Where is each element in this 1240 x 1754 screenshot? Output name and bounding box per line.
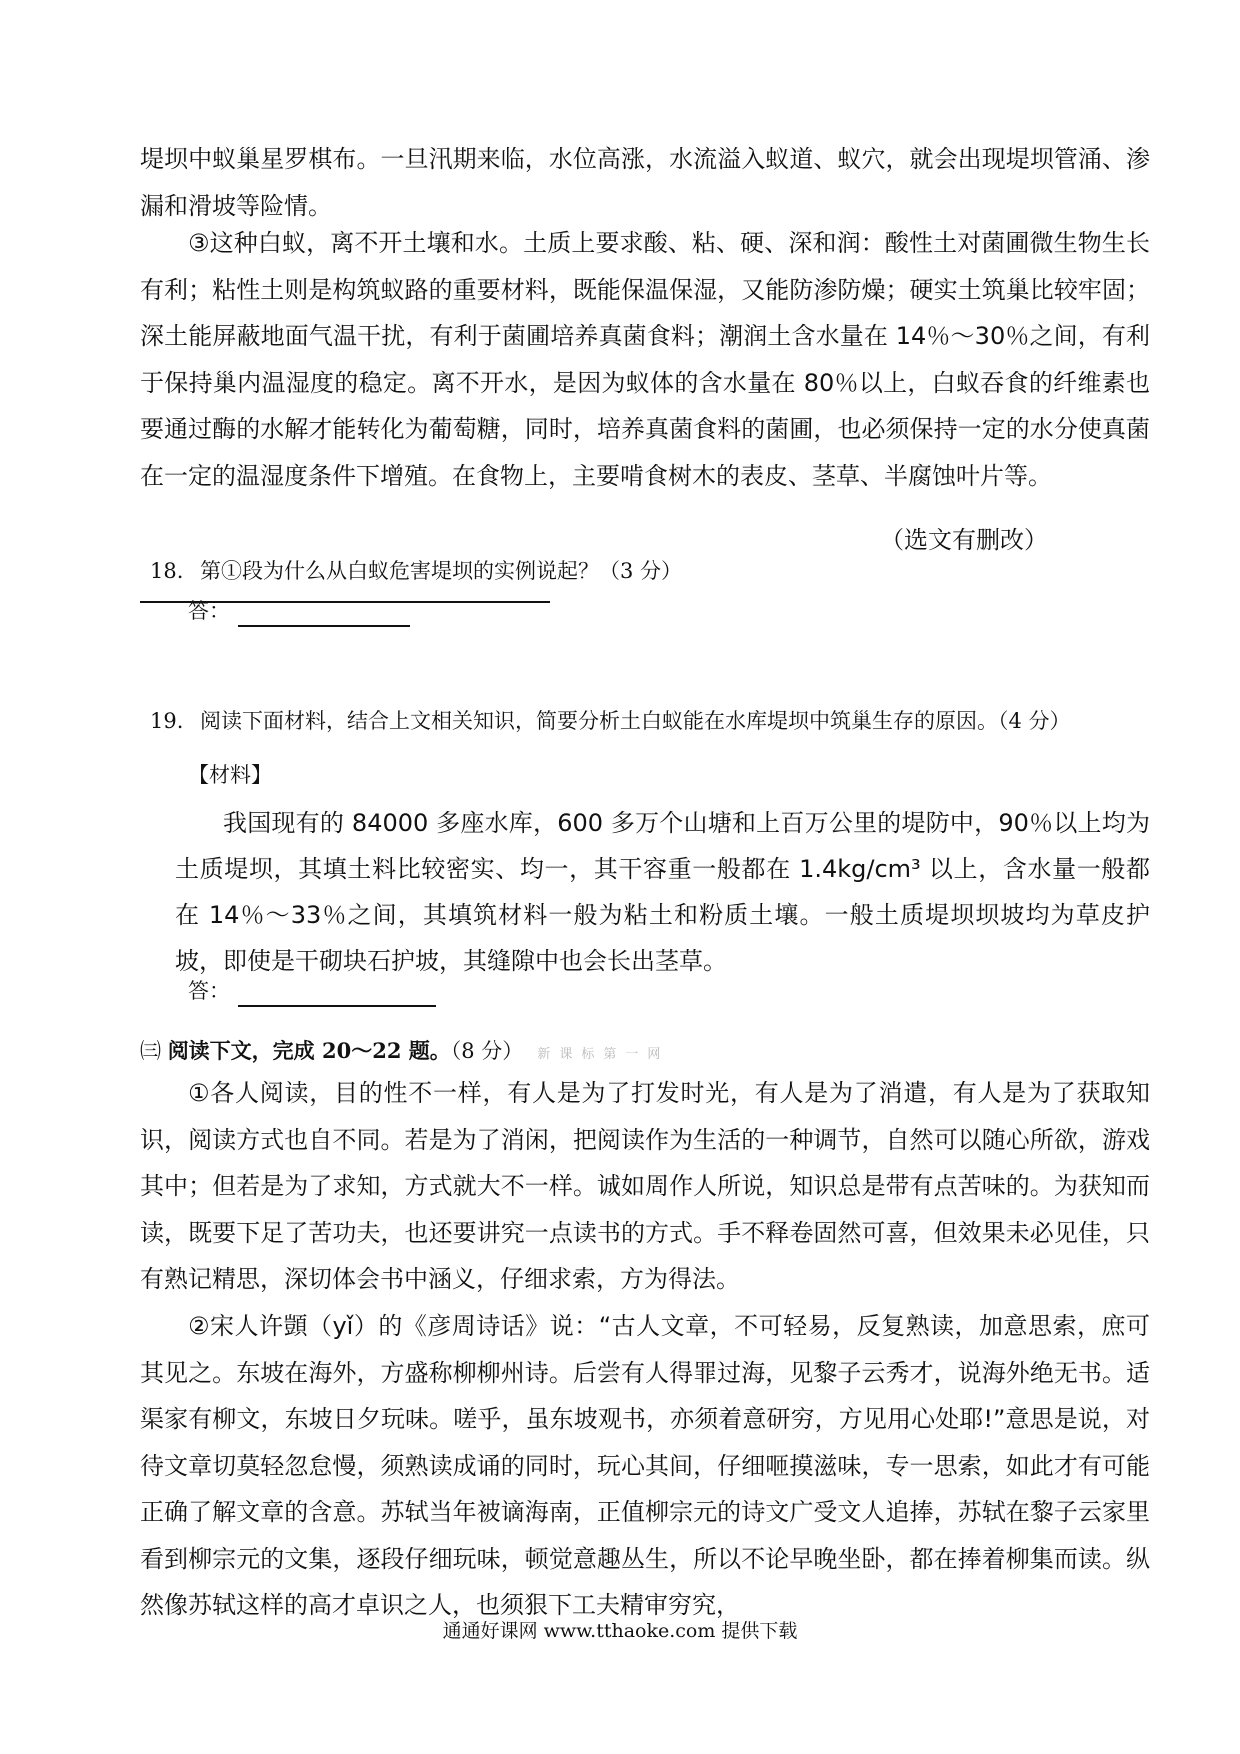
article-paragraph-1: ①各人阅读，目的性不一样，有人是为了打发时光，有人是为了消遣，有人是为了获取知识，阅读方式也自不同。若是为了消闲，把阅读作为生活的一种调节，自然可以随心所欲，游戏其中；但若是为了求知，方式就大不一样。诚如周作人所说，知识总是带有点苦味的。为获知而读，既要下足了苦功夫，也还要讲究一点读书的方式。手不释卷固然可喜，但效果未必见佳，只有熟记精思，深切体会书中涵义，仔细求索，方为得法。 [140, 1079, 1150, 1293]
answer-blank-19[interactable] [238, 979, 436, 1007]
article-paragraph-2: ②宋人许顗（yǐ）的《彦周诗话》说：“古人文章，不可轻易，反复熟读，加意思索，庶可其见之。东坡在海外，方盛称柳柳州诗。后尝有人得罪过海，见黎子云秀才，说海外绝无书。适渠家有柳文，东坡日夕玩味。嗟乎，虽东坡观书，亦须着意研穷，方见用心处耶!”意思是说，对待文章切莫轻忽怠慢，须熟读成诵的同时，玩心其间，仔细咂摸滋味，专一思索，如此才有可能正确了解文章的含意。苏轼当年被谪海南，正值柳宗元的诗文广受文人追捧，苏轼在黎子云家里看到柳宗元的文集，逐段仔细玩味，顿觉意趣丛生，所以不论早晚坐卧，都在捧着柳集而读。纵然像苏轼这样的高才卓识之人，也须狠下工夫精审穷究， [140, 1312, 1150, 1619]
section-score: （8 分） [450, 1039, 524, 1063]
section-heading-text: 阅读下文，完成 20～22 题。 [167, 1038, 451, 1063]
passage-paragraph-2-end: 堤坝中蚁巢星罗棋布。一旦汛期来临，水位高涨，水流溢入蚁道、蚁穴，就会出现堤坝管涌、渗漏和滑坡等险情。 [140, 145, 1150, 220]
question-19-number: 19. [150, 709, 184, 733]
question-19-answer [188, 975, 436, 1007]
answer-label: 答： [188, 599, 230, 623]
question-18-text: 第①段为什么从白蚁危害堤坝的实例说起？（3 分） [200, 559, 683, 583]
question-19 [150, 705, 1071, 737]
answer-blank-18[interactable] [238, 599, 410, 627]
question-18-number: 18. [150, 559, 184, 583]
question-18 [150, 555, 682, 587]
section-marker: ㈢ [140, 1039, 161, 1063]
material-text: 我国现有的 84000 多座水库，600 多万个山塘和上百万公里的堤防中，90％以上均为土质堤坝，其填土料比较密实、均一，其干容重一般都在 1.4kg/cm³ 以上，含水量一般都在 14％～33％之间，其填筑材料一般为粘土和粉质土壤。一般土质堤坝坝坡均为草皮护坡，即使是干砌块石护坡，其缝隙中也会长出茎草。 [175, 809, 1150, 975]
question-18-answer [188, 595, 410, 627]
watermark-text: 新课标第一网 [537, 1047, 670, 1062]
material-label: 【材料】 [188, 763, 272, 787]
section-3-heading [140, 1034, 669, 1072]
footer-text: 通通好课网 www.tthaoke.com 提供下载 [442, 1620, 798, 1642]
question-19-text: 阅读下面材料，结合上文相关知识，简要分析土白蚁能在水库堤坝中筑巢生存的原因。（4 分） [200, 709, 1071, 733]
answer-label: 答： [188, 979, 230, 1003]
source-note: （选文有删改） [880, 526, 1048, 554]
passage-paragraph-3: ③这种白蚁，离不开土壤和水。土质上要求酸、粘、硬、深和润：酸性土对菌圃微生物生长有利；粘性土则是构筑蚁路的重要材料，既能保温保湿，又能防渗防燥；硬实土筑巢比较牢固；深土能屏蔽地面气温干扰，有利于菌圃培养真菌食料；潮润土含水量在 14％～30％之间，有利于保持巢内温湿度的稳定。离不开水，是因为蚁体的含水量在 80％以上，白蚁吞食的纤维素也要通过酶的水解才能转化为葡萄糖，同时，培养真菌食料的菌圃，也必须保持一定的水分使真菌在一定的温湿度条件下增殖。在食物上，主要啃食树木的表皮、茎草、半腐蚀叶片等。 [140, 229, 1150, 490]
